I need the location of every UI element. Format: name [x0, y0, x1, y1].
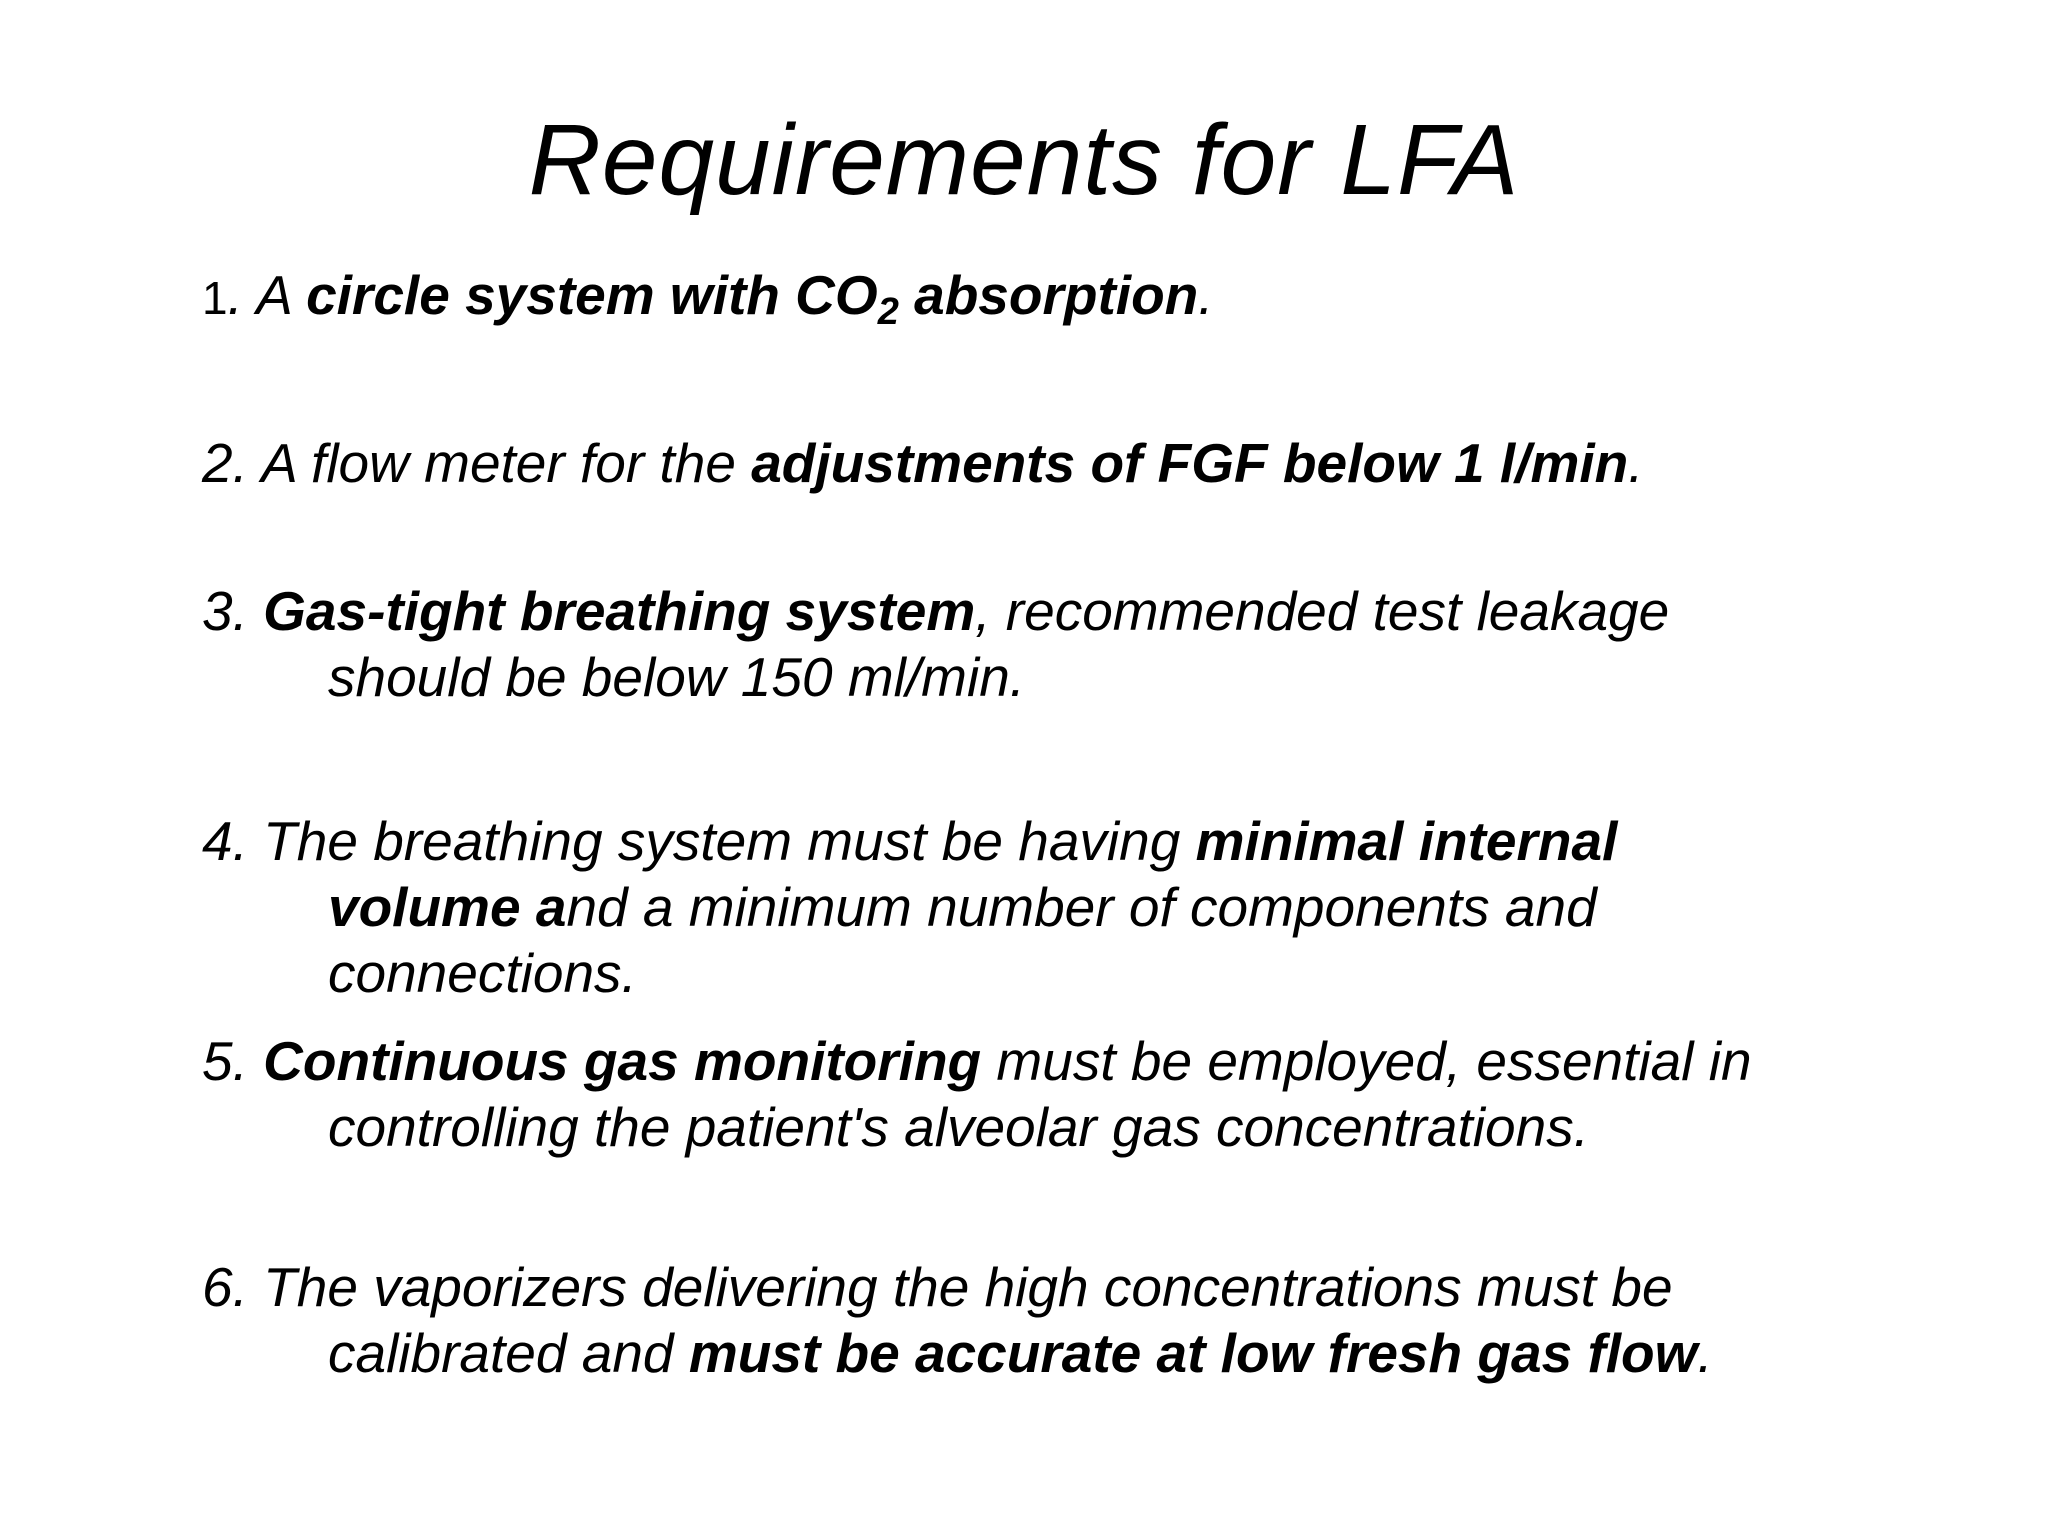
item-text: , recommended test leakage	[975, 580, 1670, 642]
item-bold-text: Gas-tight breathing system	[263, 580, 976, 642]
item-number: 4.	[202, 810, 264, 872]
item-continuation: should be below 150 ml/min.	[328, 646, 1026, 708]
item-period: .	[1697, 1322, 1713, 1384]
item-number: 2.	[202, 432, 262, 494]
item-text: must be employed, essential in	[981, 1030, 1752, 1092]
list-item-2	[202, 430, 1922, 496]
list-item-6	[202, 1254, 1922, 1386]
subscript-2: 2	[877, 291, 899, 333]
list-item-5	[202, 1028, 1922, 1160]
item-text: calibrated and	[328, 1322, 689, 1384]
item-text: A	[256, 264, 307, 326]
list-item-3	[202, 578, 1922, 710]
item-number: 6.	[202, 1256, 264, 1318]
item-text: A flow meter for the	[261, 432, 752, 494]
item-continuation	[202, 1320, 1922, 1386]
item-text: The breathing system must be having	[263, 810, 1196, 872]
item-text: nd a minimum number of components and	[566, 876, 1597, 938]
item-dot: .	[227, 264, 257, 326]
item-bold-text: Continuous gas monitoring	[263, 1030, 982, 1092]
item-bold-text: minimal internal	[1195, 810, 1618, 872]
item-continuation: connections.	[328, 942, 637, 1004]
item-continuation: controlling the patient's alveolar gas concentrations.	[328, 1096, 1589, 1158]
item-continuation	[202, 874, 1922, 940]
list-item-1	[202, 262, 1922, 331]
item-bold-text: must be accurate at low fresh gas flow	[688, 1322, 1698, 1384]
item-number: 5.	[202, 1030, 264, 1092]
item-text: The vaporizers delivering the high concentrations must be	[263, 1256, 1673, 1318]
item-number: 3.	[202, 580, 264, 642]
item-number: 1	[202, 272, 228, 324]
item-bold-text: volume a	[328, 876, 567, 938]
item-period: .	[1628, 432, 1644, 494]
list-item-4	[202, 808, 1922, 1006]
item-bold-text: circle system with CO	[306, 264, 878, 326]
item-bold-text: absorption	[898, 264, 1199, 326]
item-bold-text: adjustments of FGF below 1 l/min	[751, 432, 1629, 494]
slide-title: Requirements for LFA	[528, 104, 1520, 216]
item-period: .	[1198, 264, 1214, 326]
